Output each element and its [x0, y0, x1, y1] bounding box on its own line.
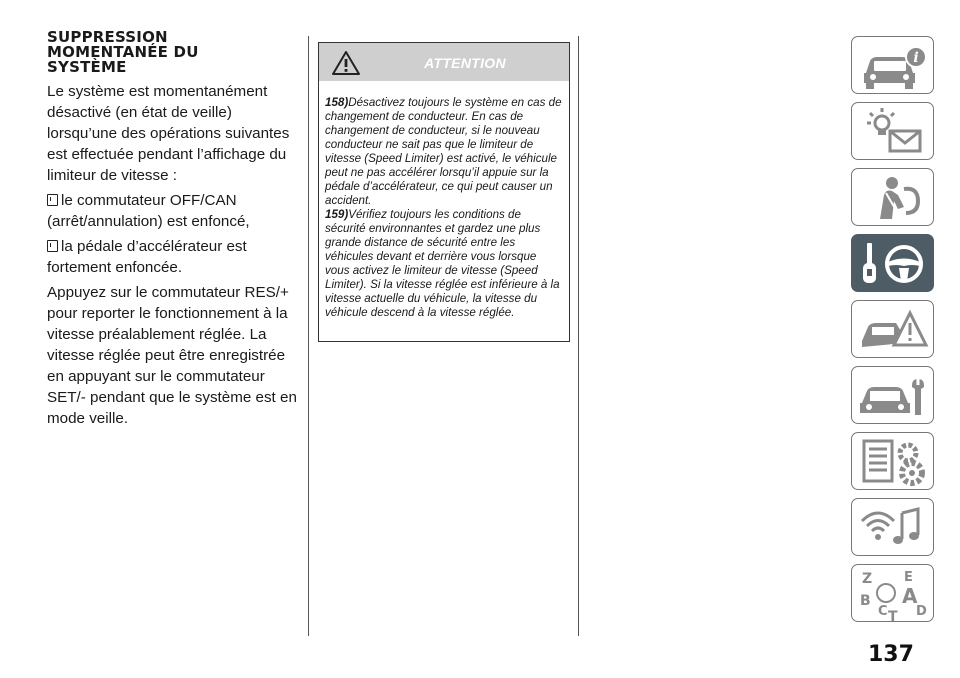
warning-lights-icon	[852, 103, 935, 161]
accident-icon	[852, 301, 935, 359]
warning-body	[319, 81, 569, 320]
tab-index[interactable]	[851, 564, 934, 622]
bullet-item: la pédale d’accélérateur est fortement enfoncée.	[47, 238, 247, 276]
bullet-icon	[47, 194, 58, 206]
bullet-icon	[47, 240, 58, 252]
index-letter: B	[860, 593, 871, 609]
warning-item: 158)Désactivez toujours le système en cas de changement de conducteur. En cas de changement de conducteur, si le nouveau conducteur ne sait pas que le limiteur de vitesse (Speed Limiter) est activé, le véhicule peut ne pas accélérer lorsqu’il appuie sur la pédale d’accélérateur, ce qui peut causer un accident.	[325, 96, 562, 207]
svg-text:i: i	[913, 50, 919, 66]
warning-title: ATTENTION	[424, 55, 506, 71]
specs-gears-icon	[852, 433, 935, 491]
page-number: 137	[868, 642, 914, 667]
chapter-tabs	[851, 36, 936, 630]
tab-safety[interactable]	[851, 168, 934, 226]
intro-paragraph: Le système est momentanément désactivé (en état de veille) lorsqu’une des opérations suivantes est effectuée pendant l’affichage du limiteur de vitesse :	[47, 83, 290, 184]
tab-car-info[interactable]	[851, 36, 934, 94]
tab-technical-data[interactable]	[851, 432, 934, 490]
index-letters-icon	[852, 565, 935, 623]
text-column	[47, 30, 302, 433]
index-letter: C	[878, 604, 888, 619]
warning-header	[319, 43, 569, 81]
tab-emergency[interactable]	[851, 300, 934, 358]
car-info-icon	[852, 37, 935, 95]
key-steering-wheel-icon	[852, 235, 935, 293]
index-letter: E	[904, 570, 913, 585]
tab-starting-driving[interactable]	[851, 234, 934, 292]
tab-warning-lights[interactable]	[851, 102, 934, 160]
car-wrench-icon	[852, 367, 935, 425]
bullet-item: le commutateur OFF/CAN (arrêt/annulation) est enfoncé,	[47, 192, 250, 230]
tab-maintenance[interactable]	[851, 366, 934, 424]
section-heading: SUPPRESSION MOMENTANÉE DU SYSTÈME	[47, 28, 199, 76]
index-letter: T	[888, 609, 898, 623]
resume-paragraph: Appuyez sur le commutateur RES/+ pour reporter le fonctionnement à la vitesse préalablement réglée. La vitesse réglée peut être enregistrée en appuyant sur le commutateur SET/- pendant que le système est en mode veille.	[47, 284, 297, 427]
warning-box	[318, 42, 570, 342]
index-letter: Z	[862, 571, 873, 587]
warning-item: 159)Vérifiez toujours les conditions de sécurité environnantes et gardez une plus grande distance de sécurité entre les véhicules devant et derrière vous lorsque vous activez le limiteur de vitesse (Speed Limiter). Si la vitesse réglée est inférieure à la vitesse actuelle du véhicule, la vitesse du véhicule descend à la vitesse réglée.	[325, 208, 560, 319]
tab-multimedia[interactable]	[851, 498, 934, 556]
multimedia-icon	[852, 499, 935, 557]
column-divider	[308, 36, 309, 636]
column-divider	[578, 36, 579, 636]
index-letter: A	[902, 584, 918, 608]
seat-airbag-icon	[852, 169, 935, 227]
index-letter: D	[916, 604, 927, 619]
